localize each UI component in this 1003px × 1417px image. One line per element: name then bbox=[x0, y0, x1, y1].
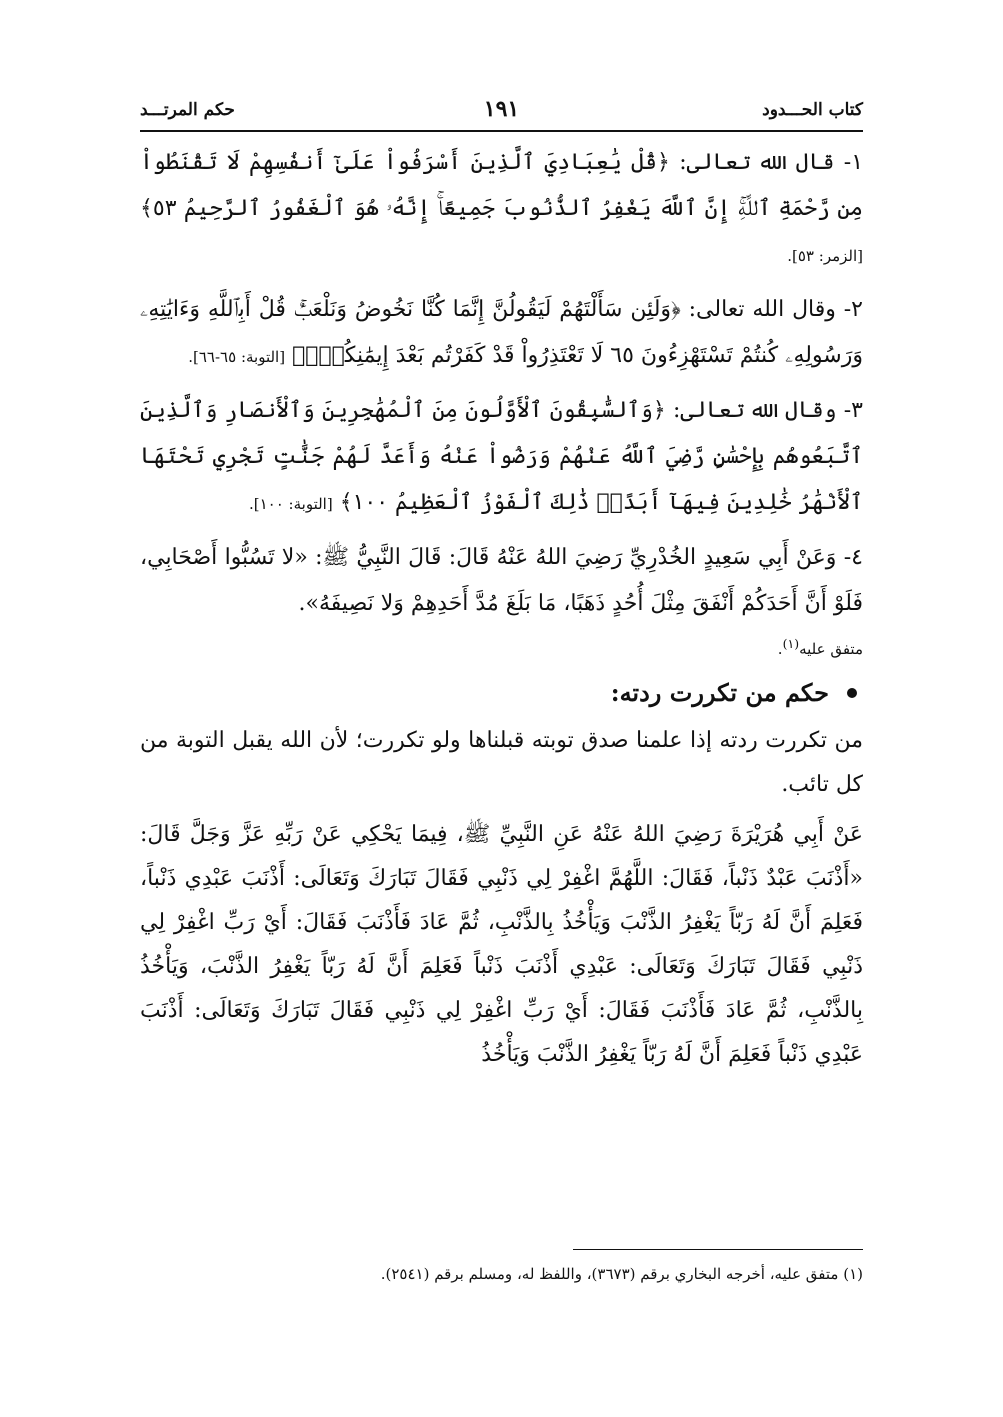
main-text bbox=[140, 140, 863, 1083]
evidence-item-3: ٣- وقال الله تعالى: ﴿وَٱلسَّٰبِقُونَ ٱلْأَوَّلُونَ مِنَ ٱلْمُهَٰجِرِينَ وَٱلْأَنصَارِ وَٱلَّذِينَ ٱتَّبَعُوهُم بِإِحْسَٰنٍ رَّضِيَ ٱللَّهُ عَنْهُمْ وَرَضُواْ عَنْهُ وَأَعَدَّ لَهُمْ جَنَّٰتٍ تَجْرِي تَحْتَهَا ٱلْأَنْهَٰرُ خَٰلِدِينَ فِيهَآ أَبَدًاۚ ذَٰلِكَ ٱلْفَوْزُ ٱلْعَظِيمُ ١٠٠﴾ [التوبة: ١٠٠]. bbox=[140, 398, 863, 515]
chapter-title: حكم المرتـــد bbox=[140, 100, 235, 120]
verse-source: [التوبة: ٦٥-٦٦]. bbox=[188, 348, 286, 366]
bullet-icon bbox=[847, 688, 857, 698]
quran-verse: ﴿وَٱلسَّٰبِقُونَ ٱلْأَوَّلُونَ مِنَ ٱلْمُهَٰجِرِينَ وَٱلْأَنصَارِ وَٱلَّذِينَ ٱتَّبَعُوهُم بِإِحْسَٰنٍ رَّضِيَ ٱللَّهُ عَنْهُمْ وَرَضُواْ عَنْهُ وَأَعَدَّ لَهُمْ جَنَّٰتٍ تَجْرِي تَحْتَهَا ٱلْأَنْهَٰرُ خَٰلِدِينَ فِيهَآ أَبَدًاۚ ذَٰلِكَ ٱلْفَوْزُ ٱلْعَظِيمُ ١٠٠﴾ bbox=[140, 398, 863, 515]
verse-source: [الزمر: ٥٣]. bbox=[787, 247, 863, 265]
book-title: كتاب الحـــدود bbox=[762, 100, 863, 120]
hadith-paragraph: عَنْ أَبِي هُرَيْرَةَ رَضِيَ اللهُ عَنْهُ عَنِ النَّبِيِّ ﷺ، فِيمَا يَحْكِي عَنْ رَبِّهِ عَزَّ وَجَلَّ قَالَ: «أَذْنَبَ عَبْدٌ ذَنْباً، فَقَالَ: اللَّهُمَّ اغْفِرْ لِي ذَنْبِي فَقَالَ تَبَارَكَ وَتَعَالَى: أَذْنَبَ عَبْدِي ذَنْباً، فَعَلِمَ أَنَّ لَهُ رَبّاً يَغْفِرُ الذَّنْبَ وَيَأْخُذُ بِالذَّنْبِ، ثُمَّ عَادَ فَأَذْنَبَ فَقَالَ: أَيْ رَبِّ اغْفِرْ لِي ذَنْبِي فَقَالَ تَبَارَكَ وَتَعَالَى: عَبْدِي أَذْنَبَ ذَنْباً فَعَلِمَ أَنَّ لَهُ رَبّاً يَغْفِرُ الذَّنْبَ، وَيَأْخُذُ بِالذَّنْبِ، ثُمَّ عَادَ فَأَذْنَبَ فَقَالَ: أَيْ رَبِّ اغْفِرْ لِي ذَنْبِي فَقَالَ تَبَارَكَ وَتَعَالَى: أَذْنَبَ عَبْدِي ذَنْباً فَعَلِمَ أَنَّ لَهُ رَبّاً يَغْفِرُ الذَّنْبَ وَيَأْخُذُ bbox=[140, 822, 863, 1067]
footnote-divider bbox=[573, 1249, 863, 1250]
hadith-grading: متفق عليه$^{(١)}$. bbox=[777, 636, 863, 658]
footnote-marker: (١) bbox=[782, 636, 800, 651]
section-paragraph: من تكررت ردته إذا علمنا صدق توبته قبلناها ولو تكررت؛ لأن الله يقبل التوبة من كل تائب. bbox=[140, 728, 863, 797]
hadith-text: وَعَنْ أَبِي سَعِيدٍ الخُدْرِيِّ رَضِيَ اللهُ عَنْهُ قَالَ: قَالَ النَّبِيُّ ﷺ: «لا تَسُبُّوا أَصْحَابِي، فَلَوْ أَنَّ أَحَدَكُمْ أَنْفَقَ مِثْلَ أُحُدٍ ذَهَبًا، مَا بَلَغَ مُدَّ أَحَدِهِمْ وَلا نَصِيفَهُ». bbox=[140, 545, 863, 616]
evidence-item-1: ١- قال الله تعالى: ﴿قُلْ يَٰعِبَادِيَ ٱلَّذِينَ أَسْرَفُواْ عَلَىٰٓ أَنفُسِهِمْ لَا تَقْنَطُواْ مِن رَّحْمَةِ ٱللَّهِۚ إِنَّ ٱللَّهَ يَغْفِرُ ٱلذُّنُوبَ جَمِيعًاۚ إِنَّهُۥ هُوَ ٱلْغَفُورُ ٱلرَّحِيمُ ٥٣﴾ [الزمر: ٥٣]. bbox=[140, 150, 864, 265]
page-number: ١٩١ bbox=[483, 96, 520, 122]
section-heading: حكم من تكررت ردته: bbox=[140, 678, 863, 707]
evidence-item-4: ٤- وَعَنْ أَبِي سَعِيدٍ الخُدْرِيِّ رَضِيَ اللهُ عَنْهُ قَالَ: قَالَ النَّبِيُّ ﷺ: «لا تَسُبُّوا أَصْحَابِي، فَلَوْ أَنَّ أَحَدَكُمْ أَنْفَقَ مِثْلَ أُحُدٍ ذَهَبًا، مَا بَلَغَ مُدَّ أَحَدِهِمْ وَلا نَصِيفَهُ». bbox=[140, 545, 863, 616]
verse-source: [التوبة: ١٠٠]. bbox=[248, 495, 333, 513]
quran-verse: ﴿قُلْ يَٰعِبَادِيَ ٱلَّذِينَ أَسْرَفُواْ عَلَىٰٓ أَنفُسِهِمْ لَا تَقْنَطُواْ مِن رَّحْمَةِ ٱللَّهِۚ إِنَّ ٱللَّهَ يَغْفِرُ ٱلذُّنُوبَ جَمِيعًاۚ إِنَّهُۥ هُوَ ٱلْغَفُورُ ٱلرَّحِيمُ ٥٣﴾ bbox=[140, 150, 863, 221]
running-header bbox=[140, 96, 863, 128]
header-divider bbox=[140, 130, 863, 132]
footnote: (١) متفق عليه، أخرجه البخاري برقم (٣٦٧٣)، واللفظ له، ومسلم برقم (٢٥٤١). bbox=[380, 1265, 863, 1283]
quran-verse: ﴿وَلَئِن سَأَلْتَهُمْ لَيَقُولُنَّ إِنَّمَا كُنَّا نَخُوضُ وَنَلْعَبُۚ قُلْ أَبِٱللَّهِ وَءَايَٰتِهِۦ وَرَسُولِهِۦ كُنتُمْ تَسْتَهْزِءُونَ ٦٥ لَا تَعْتَذِرُواْ قَدْ كَفَرْتُم بَعْدَ إِيمَٰنِكُمْۚ﴾ bbox=[140, 297, 863, 368]
evidence-item-2: ٢- وقال الله تعالى: ﴿وَلَئِن سَأَلْتَهُمْ لَيَقُولُنَّ إِنَّمَا كُنَّا نَخُوضُ وَنَلْعَبُۚ قُلْ أَبِٱللَّهِ وَءَايَٰتِهِۦ وَرَسُولِهِۦ كُنتُمْ تَسْتَهْزِءُونَ ٦٥ لَا تَعْتَذِرُواْ قَدْ كَفَرْتُم بَعْدَ إِيمَٰنِكُمْۚ﴾ [التوبة: ٦٥-٦٦]. bbox=[140, 297, 863, 368]
